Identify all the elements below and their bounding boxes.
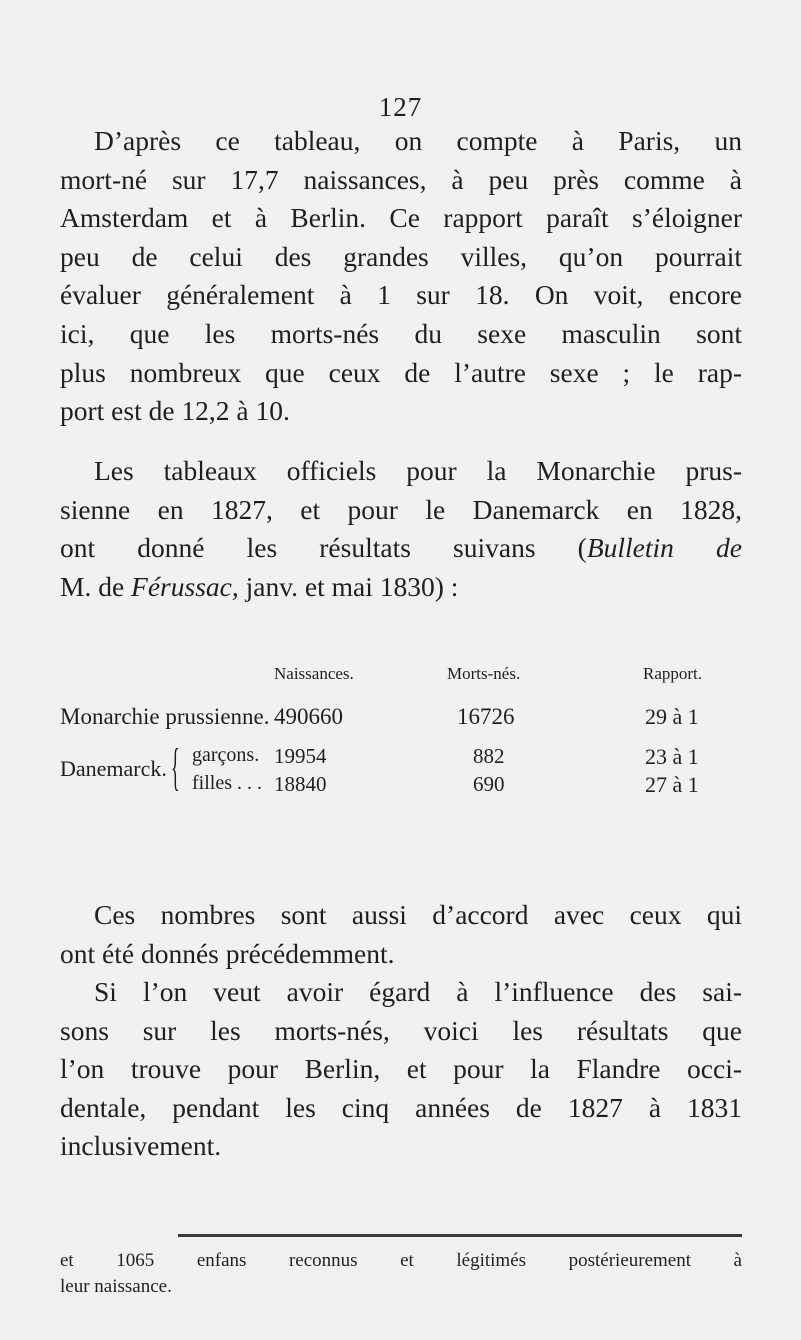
row-label: filles . . . bbox=[192, 772, 262, 794]
citation-title: Bulletin de bbox=[586, 532, 742, 564]
paragraph-1-line: peu de celui des grandes villes, qu’on pourrait bbox=[60, 240, 742, 272]
footnote bbox=[60, 1248, 742, 1300]
group-label-danemarck: Danemarck. bbox=[60, 756, 167, 781]
paragraph-4-line: sons sur les morts-nés, voici les résultats que bbox=[60, 1014, 742, 1046]
footnote-divider bbox=[178, 1234, 742, 1237]
table-header-naissances: Naissances. bbox=[274, 664, 354, 683]
cell-morts-nes: 690 bbox=[473, 772, 505, 796]
footnote-line: leur naissance. bbox=[60, 1276, 172, 1297]
page-number: 127 bbox=[378, 92, 423, 122]
cell-naissances: 19954 bbox=[274, 744, 327, 768]
paragraph-4 bbox=[60, 973, 742, 1166]
paragraph-2-line: sienne en 1827, et pour le Danemarck en 1828, bbox=[60, 493, 742, 525]
row-label: garçons. bbox=[192, 744, 260, 766]
paragraph-3-line: Ces nombres sont aussi d’accord avec ceux qui bbox=[94, 899, 742, 930]
cell-naissances: 18840 bbox=[274, 772, 327, 796]
footnote-line: et 1065 enfans reconnus et légitimés postérieurement à bbox=[60, 1250, 742, 1271]
paragraph-4-line: inclusivement. bbox=[60, 1130, 222, 1162]
paragraph-2-text: M. de bbox=[60, 570, 132, 602]
cell-morts-nes: 16726 bbox=[457, 704, 515, 729]
paragraph-4-line: Si l’on veut avoir égard à l’influence des sai- bbox=[94, 976, 742, 1007]
table-header-morts-nes: Morts-nés. bbox=[447, 664, 521, 683]
cell-morts-nes: 882 bbox=[473, 744, 505, 768]
paragraph-2-line bbox=[60, 529, 742, 568]
row-label: Monarchie prussienne. bbox=[60, 704, 270, 729]
paragraph-2-line bbox=[60, 568, 742, 607]
paragraph-1 bbox=[60, 122, 742, 431]
paragraph-2-line: Les tableaux officiels pour la Monarchie prus- bbox=[94, 455, 742, 486]
paragraph-1-line: ici, que les morts-nés du sexe masculin sont bbox=[60, 317, 742, 349]
citation-author: Férussac, bbox=[131, 570, 239, 602]
paragraph-3 bbox=[60, 896, 742, 973]
table-row bbox=[60, 704, 742, 734]
cell-rapport: 29 à 1 bbox=[645, 704, 699, 729]
paragraph-2 bbox=[60, 452, 742, 606]
paragraph-1-line: évaluer généralement à 1 sur 18. On voit, encore bbox=[60, 279, 742, 311]
table-row bbox=[60, 772, 742, 802]
paragraph-2-text: ont donné les résultats suivans ( bbox=[60, 532, 587, 564]
cell-naissances: 490660 bbox=[274, 704, 343, 729]
paragraph-2-text: janv. et mai 1830) : bbox=[238, 570, 459, 602]
paragraph-1-line: plus nombreux que ceux de l’autre sexe ; le rap- bbox=[60, 356, 742, 388]
table-header-rapport: Rapport. bbox=[643, 664, 703, 683]
table-row bbox=[60, 744, 742, 774]
paragraph-3-line: ont été donnés précédemment. bbox=[60, 937, 395, 969]
cell-rapport: 23 à 1 bbox=[645, 744, 699, 769]
paragraph-4-line: dentale, pendant les cinq années de 1827 à 1831 bbox=[60, 1091, 742, 1123]
paragraph-1-line: port est de 12,2 à 10. bbox=[60, 395, 290, 427]
cell-rapport: 27 à 1 bbox=[645, 772, 699, 797]
statistics-table bbox=[60, 664, 742, 834]
paragraph-4-line: l’on trouve pour Berlin, et pour la Flandre occi- bbox=[60, 1053, 742, 1085]
brace-mark: { bbox=[171, 739, 180, 796]
paragraph-1-line: mort-né sur 17,7 naissances, à peu près comme à bbox=[60, 163, 742, 195]
paragraph-1-line: D’après ce tableau, on compte à Paris, un bbox=[94, 125, 742, 156]
paragraph-1-line: Amsterdam et à Berlin. Ce rapport paraît s’éloigner bbox=[60, 202, 742, 234]
